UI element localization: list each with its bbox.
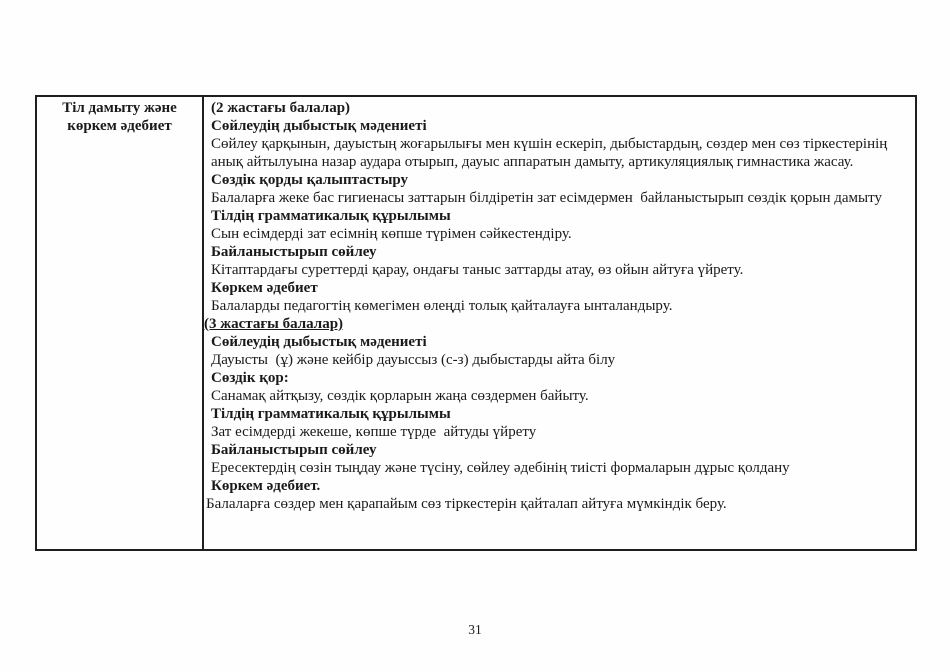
connected-speech-text-2yr: Кітаптардағы суреттерді қарау, ондағы таныс заттарды атау, өз ойын айтуға үйрету.: [211, 262, 744, 278]
page-number: 31: [468, 622, 482, 637]
sound-culture-text-3yr: Дауысты (ұ) және кейбір дауыссыз (с-з) дыбыстарды айта білу: [211, 352, 616, 368]
row-header-title-line1: Тіл дамыту және: [62, 100, 177, 116]
fiction-text-2yr: Балаларды педагогтің көмегімен өлеңді толық қайталауға ынталандыру.: [211, 298, 673, 314]
age-group-3-heading: (3 жастағы балалар): [204, 316, 344, 332]
content-cell: [204, 97, 915, 549]
sound-culture-text-2yr: Сөйлеу қарқынын, дауыстың жоғарылығы мен күшін ескеріп, дыбыстардың, сөздер мен сөз тіркестерінің анық айтылуына назар аудара отырып, дауыс аппаратын дамыту, артикуляциялық гимнастика жасау.: [211, 136, 892, 170]
fiction-text-3yr: Балаларға сөздер мен қарапайым сөз тіркестерін қайталап айтуға мүмкіндік беру.: [206, 496, 727, 512]
grammar-text-2yr: Сын есімдерді зат есімнің көпше түрімен сәйкестендіру.: [211, 226, 572, 242]
vocabulary-text-3yr: Санамақ айтқызу, сөздік қорларын жаңа сөздермен байыту.: [211, 388, 589, 404]
connected-speech-heading-2yr: Байланыстырып сөйлеу: [211, 244, 377, 260]
vocabulary-heading-3yr: Сөздік қор:: [211, 370, 289, 386]
grammar-heading-3yr: Тілдің грамматикалық құрылымы: [211, 406, 451, 422]
connected-speech-heading-3yr: Байланыстырып сөйлеу: [211, 442, 377, 458]
row-header-cell: [37, 97, 204, 549]
grammar-text-3yr: Зат есімдерді жекеше, көпше түрде айтуды үйрету: [211, 424, 537, 440]
connected-speech-text-3yr: Ересектердің сөзін тыңдау және түсіну, сөйлеу әдебінің тиісті формаларын дұрыс қолдану: [211, 460, 790, 476]
vocabulary-heading-2yr: Сөздік қорды қалыптастыру: [211, 172, 409, 188]
curriculum-table: [35, 95, 917, 551]
age-group-2-heading: (2 жастағы балалар): [211, 100, 351, 116]
fiction-heading-3yr: Көркем әдебиет.: [211, 478, 321, 494]
vocabulary-text-2yr: Балаларға жеке бас гигиенасы заттарын білдіретін зат есімдермен байланыстырып сөздік қорын дамыту: [211, 190, 882, 206]
sound-culture-heading-3yr: Сөйлеудің дыбыстық мәдениеті: [211, 334, 427, 350]
grammar-heading-2yr: Тілдің грамматикалық құрылымы: [211, 208, 451, 224]
fiction-heading-2yr: Көркем әдебиет: [211, 280, 318, 296]
row-header-title-line2: көркем әдебиет: [67, 118, 172, 134]
sound-culture-heading-2yr: Сөйлеудің дыбыстық мәдениеті: [211, 118, 427, 134]
